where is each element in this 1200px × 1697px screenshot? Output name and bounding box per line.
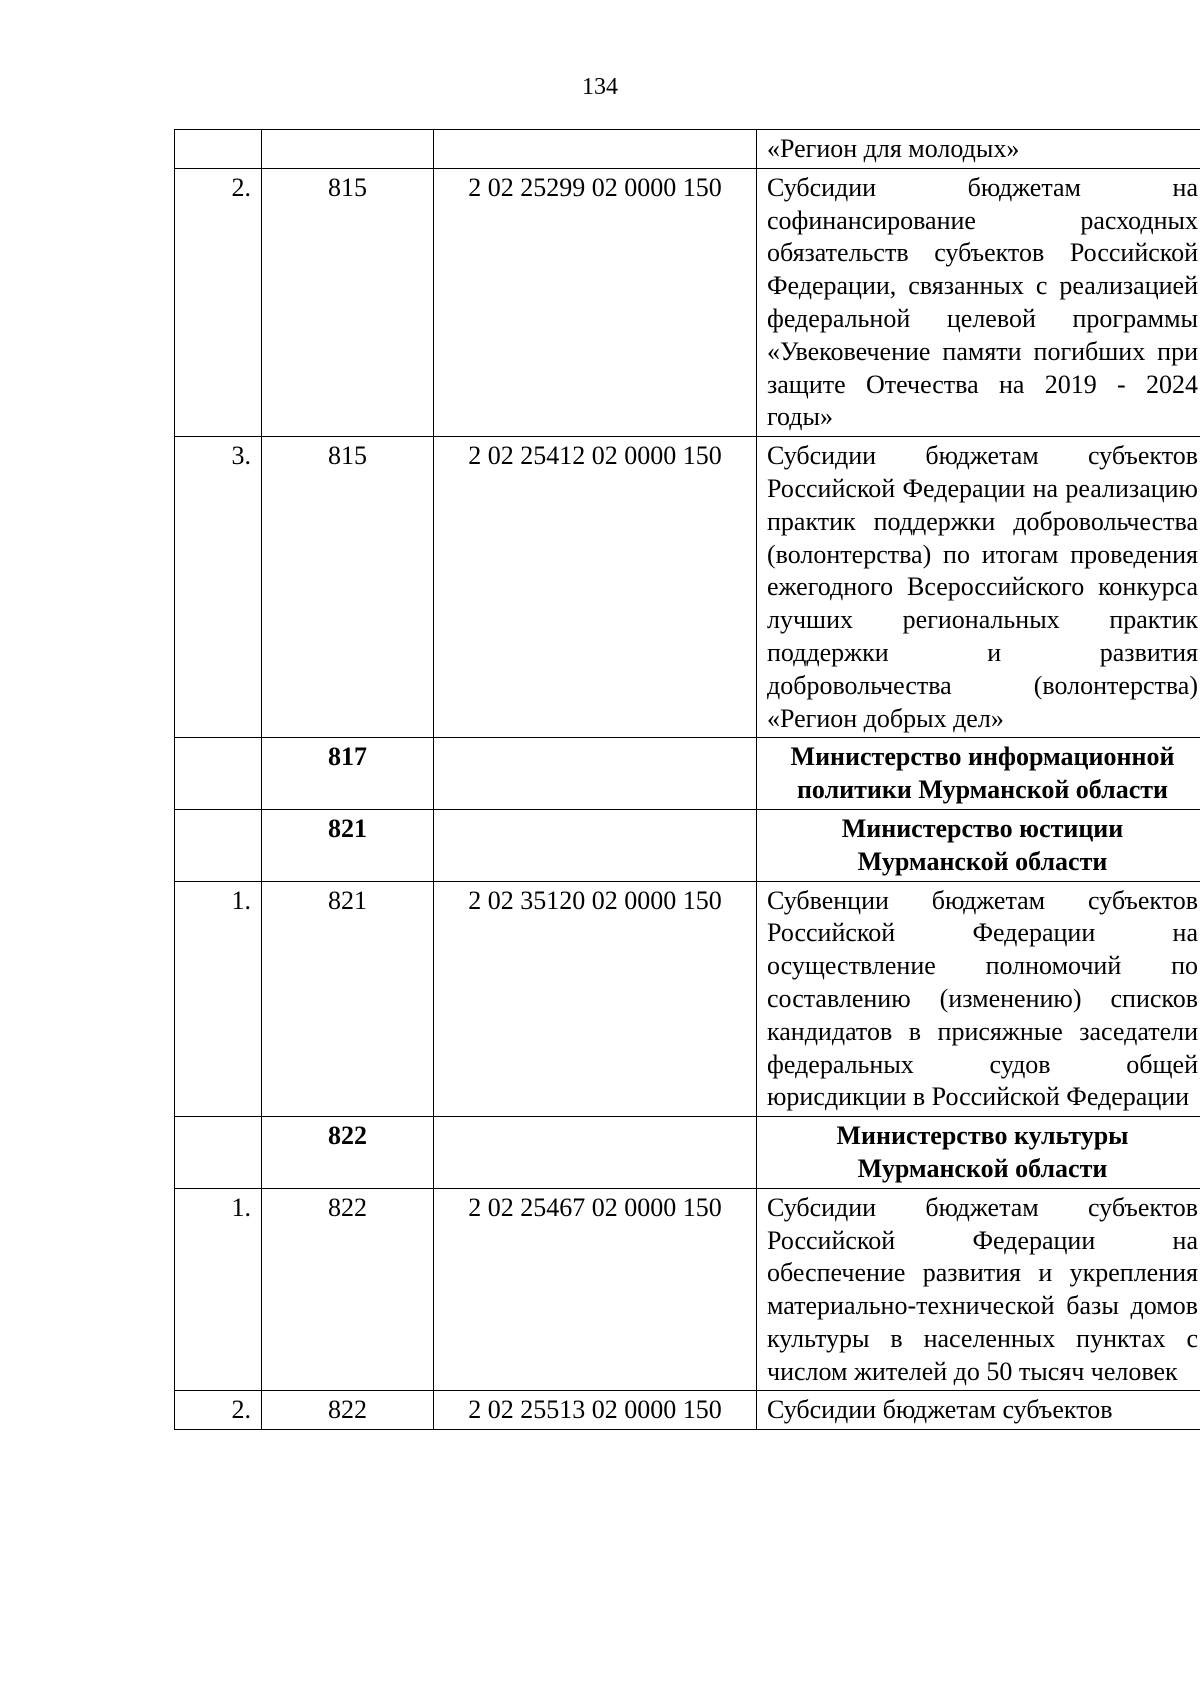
administrator-heading-row <box>175 809 1200 881</box>
budget-revenue-table <box>174 129 1200 1430</box>
table-row <box>175 130 1200 169</box>
budget-classification-code <box>434 809 757 881</box>
revenue-name: Субсидии бюджетам субъектов Российской Федерации на обеспечение развития и укрепления материально-технической базы домов культуры в населенных пунктах с числом жителей до 50 тысяч человек <box>757 1188 1200 1391</box>
administrator-name: Министерство культуры Мурманской области <box>757 1117 1200 1189</box>
row-number <box>175 809 262 881</box>
administrator-name: Министерство информационной политики Мурманской области <box>757 738 1200 810</box>
row-number <box>175 1117 262 1189</box>
page-number: 134 <box>582 74 618 100</box>
revenue-name: Субсидии бюджетам субъектов Российской Федерации на реализацию практик поддержки добровольчества (волонтерства) по итогам проведения ежегодного Всероссийского конкурса лучших региональных практик поддержки и развития добровольчества (волонтерства) «Регион добрых дел» <box>757 437 1200 738</box>
row-number: 3. <box>175 437 262 738</box>
revenue-name: Субсидии бюджетам субъектов <box>757 1391 1200 1430</box>
row-number: 1. <box>175 1188 262 1391</box>
table-row <box>175 168 1200 436</box>
administrator-code: 822 <box>262 1188 434 1391</box>
revenue-name: Субсидии бюджетам на софинансирование расходных обязательств субъектов Российской Федерации, связанных с реализацией федеральной целевой программы «Увековечение памяти погибших при защите Отечества на 2019 - 2024 годы» <box>757 168 1200 436</box>
administrator-name: Министерство юстиции Мурманской области <box>757 809 1200 881</box>
administrator-heading-row <box>175 738 1200 810</box>
row-number: 1. <box>175 881 262 1117</box>
table-row <box>175 881 1200 1117</box>
revenue-name: «Регион для молодых» <box>757 130 1200 169</box>
row-number <box>175 130 262 169</box>
row-number: 2. <box>175 1391 262 1430</box>
revenue-name: Субвенции бюджетам субъектов Российской Федерации на осуществление полномочий по составлению (изменению) списков кандидатов в присяжные заседатели федеральных судов общей юрисдикции в Российской Федерации <box>757 881 1200 1117</box>
row-number <box>175 738 262 810</box>
budget-classification-code: 2 02 25412 02 0000 150 <box>434 437 757 738</box>
table-row <box>175 437 1200 738</box>
budget-classification-code: 2 02 25299 02 0000 150 <box>434 168 757 436</box>
administrator-code: 822 <box>262 1391 434 1430</box>
budget-classification-code <box>434 130 757 169</box>
administrator-code: 817 <box>262 738 434 810</box>
administrator-code: 821 <box>262 881 434 1117</box>
administrator-code: 821 <box>262 809 434 881</box>
table-row <box>175 1391 1200 1430</box>
budget-classification-code: 2 02 35120 02 0000 150 <box>434 881 757 1117</box>
budget-classification-code: 2 02 25513 02 0000 150 <box>434 1391 757 1430</box>
administrator-heading-row <box>175 1117 1200 1189</box>
budget-classification-code: 2 02 25467 02 0000 150 <box>434 1188 757 1391</box>
budget-classification-code <box>434 738 757 810</box>
table-row <box>175 1188 1200 1391</box>
row-number: 2. <box>175 168 262 436</box>
administrator-code: 815 <box>262 437 434 738</box>
budget-classification-code <box>434 1117 757 1189</box>
administrator-code: 815 <box>262 168 434 436</box>
administrator-code: 822 <box>262 1117 434 1189</box>
administrator-code <box>262 130 434 169</box>
